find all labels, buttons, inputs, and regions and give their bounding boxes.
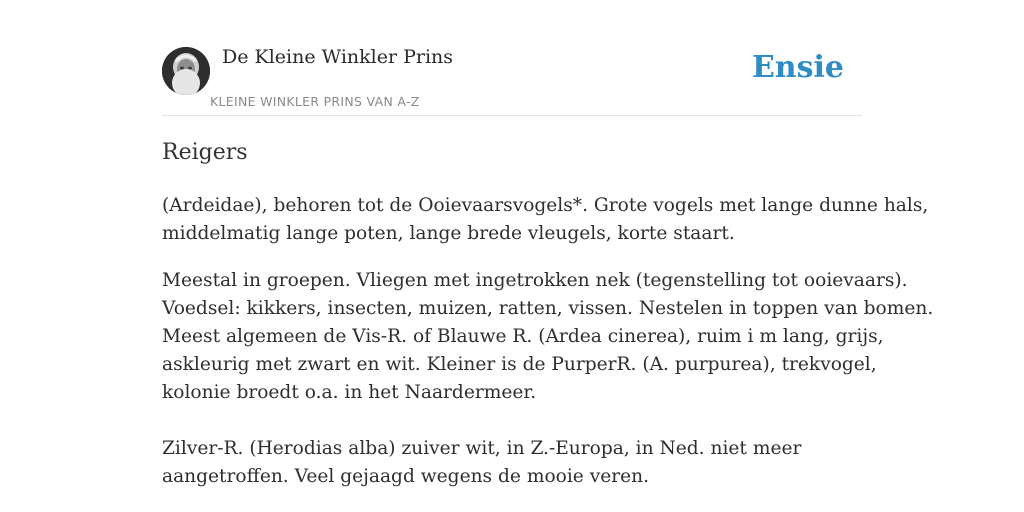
article-body [162,192,934,510]
brand-logo[interactable]: Ensie [751,50,844,85]
page-title: Reigers [162,140,248,165]
author-name[interactable]: De Kleine Winkler Prins [222,46,454,68]
avatar[interactable] [162,47,210,95]
paragraph-1 [162,192,929,248]
text-line: middelmatig lange poten, lange brede vleugels, korte staart. [162,223,735,244]
source-label: KLEINE WINKLER PRINS VAN A-Z [210,94,420,109]
text-line: kolonie broedt o.a. in het Naardermeer. [162,382,537,403]
text-line: Meestal in groepen. Vliegen met ingetrokken nek (tegenstelling tot ooievaars). [162,270,908,291]
text-line: Meest algemeen de Vis-R. of Blauwe R. (Ardea cinerea), ruim i m lang, grijs, [162,326,884,347]
header [162,0,862,116]
text-line: askleurig met zwart en wit. Kleiner is de PurperR. (A. purpurea), trekvogel, [162,354,877,375]
author-portrait-icon [162,47,210,95]
text-line: (Ardeidae), behoren tot de Ooievaarsvogels*. Grote vogels met lange dunne hals, [162,195,929,216]
paragraph-2 [162,267,934,491]
page [162,0,934,512]
blank-line [162,407,882,435]
text-line: Voedsel: kikkers, insecten, muizen, ratten, vissen. Nestelen in toppen van bomen. [162,298,934,319]
text-line: Zilver-R. (Herodias alba) zuiver wit, in Z.-Europa, in Ned. niet meer [162,438,802,459]
text-line: aangetroffen. Veel gejaagd wegens de mooie veren. [162,466,649,487]
